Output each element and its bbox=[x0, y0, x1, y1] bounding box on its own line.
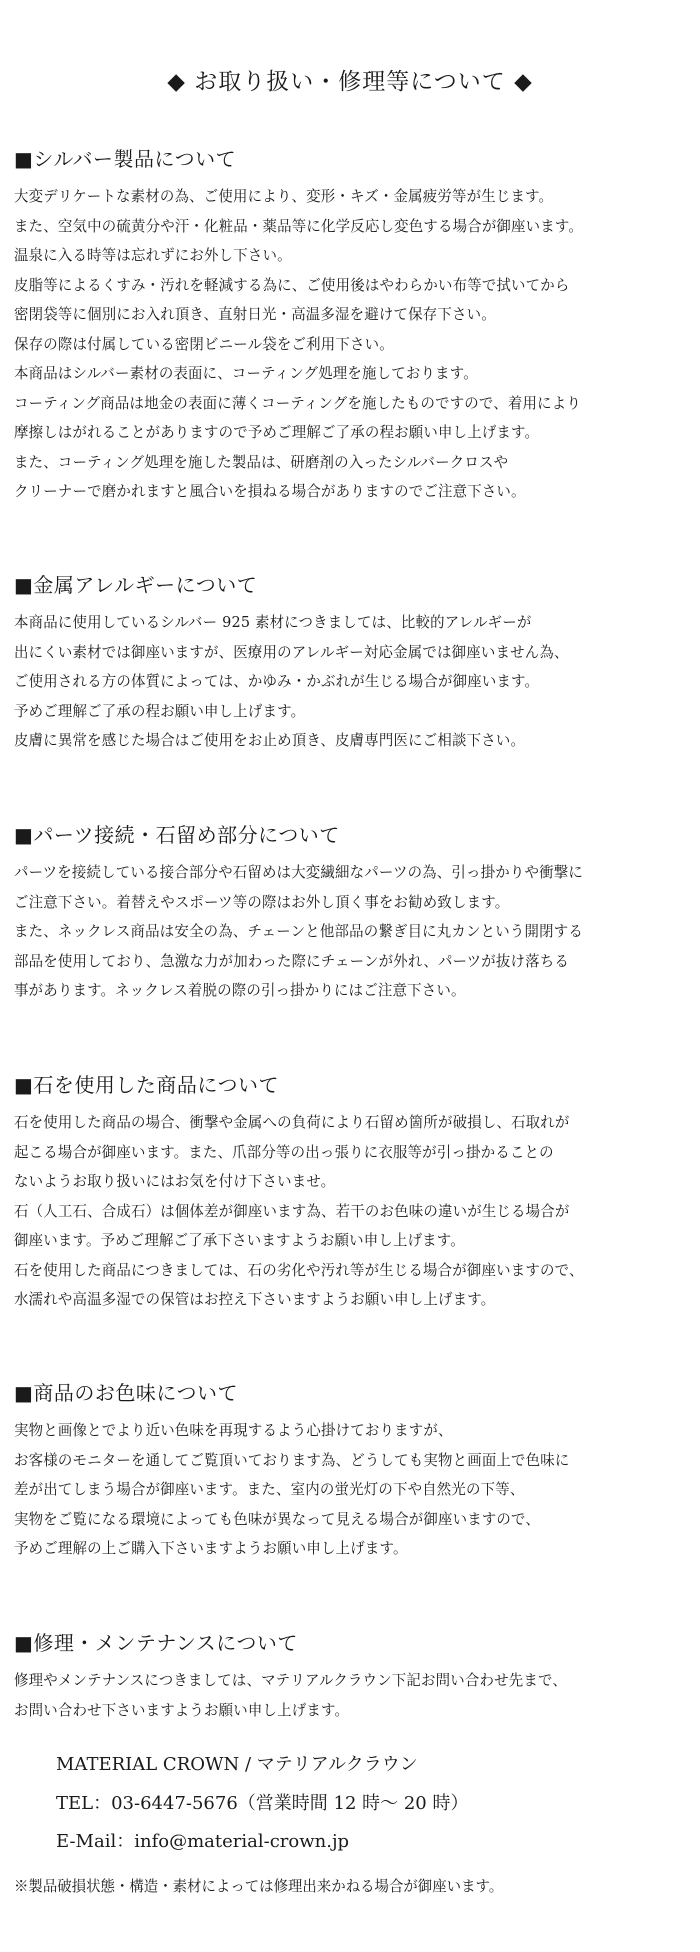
section-silver-products bbox=[14, 142, 694, 507]
body-line: 皮膚に異常を感じた場合はご使用をお止め頂き、皮膚専門医にご相談下さい。 bbox=[14, 732, 526, 749]
body-line: 大変デリケートな素材の為、ご使用により、変形・キズ・金属疲労等が生じます。 bbox=[14, 188, 554, 205]
section-repair-maintenance bbox=[14, 1626, 694, 1725]
body-line: また、空気中の硫黄分や汗・化粧品・薬品等に化学反応し変色する場合が御座います。 bbox=[14, 217, 584, 235]
section-metal-allergy bbox=[14, 568, 694, 756]
section-parts-setting bbox=[14, 818, 694, 1006]
section-heading: ■修理・メンテナンスについて bbox=[14, 1631, 298, 1655]
body-line: 温泉に入る時等は忘れずにお外し下さい。 bbox=[14, 247, 292, 264]
body-line: コーティング商品は地金の表面に薄くコーティングを施したものですので、着用により bbox=[14, 394, 581, 412]
section-heading: ■商品のお色味について bbox=[14, 1381, 238, 1405]
body-line: 出にくい素材では御座いますが、医療用のアレルギー対応金属では御座いません為、 bbox=[14, 643, 569, 661]
section-stone-products bbox=[14, 1068, 694, 1315]
body-line: 御座います。予めご理解ご了承下さいますようお願い申し上げます。 bbox=[14, 1232, 465, 1249]
section-product-color bbox=[14, 1376, 694, 1564]
section-body bbox=[14, 1416, 694, 1564]
body-line: 事があります。ネックレス着脱の際の引っ掛かりにはご注意下さい。 bbox=[14, 982, 466, 999]
body-line: また、ネックレス商品は安全の為、チェーンと他部品の繋ぎ目に丸カンという開閉する bbox=[14, 923, 584, 940]
contact-email: E-Mail：info@material-crown.jp bbox=[56, 1831, 350, 1852]
body-line: 修理やメンテナンスにつきましては、マテリアルクラウン下記お問い合わせ先まで、 bbox=[14, 1672, 567, 1689]
body-line: お問い合わせ下さいますようお願い申し上げます。 bbox=[14, 1701, 350, 1719]
body-line: ご使用される方の体質によっては、かゆみ・かぶれが生じる場合が御座います。 bbox=[14, 673, 540, 690]
section-heading: ■金属アレルギーについて bbox=[14, 573, 258, 597]
section-body bbox=[14, 182, 694, 507]
body-line: 実物をご覧になる環境によっても色味が異なって見える場合が御座いますので、 bbox=[14, 1510, 541, 1528]
company-name: MATERIAL CROWN / マテリアルクラウン bbox=[56, 1754, 418, 1775]
contact-phone: TEL：03-6447-5676（営業時間 12 時〜 20 時） bbox=[56, 1792, 469, 1814]
section-heading: ■石を使用した商品について bbox=[14, 1073, 279, 1097]
body-line: 密閉袋等に個別にお入れ頂き、直射日光・高温多湿を避けて保存下さい。 bbox=[14, 306, 496, 323]
body-line: 石を使用した商品につきましては、石の劣化や汚れ等が生じる場合が御座いますので、 bbox=[14, 1261, 584, 1279]
section-heading: ■パーツ接続・石留め部分について bbox=[14, 823, 340, 847]
body-line: 保存の際は付属している密閉ビニール袋をご利用下さい。 bbox=[14, 335, 394, 353]
body-line: 摩擦しはがれることがありますので予めご理解ご了承の程お願い申し上げます。 bbox=[14, 424, 540, 441]
body-line: 予めご理解ご了承の程お願い申し上げます。 bbox=[14, 702, 306, 720]
body-line: 実物と画像とでより近い色味を再現するよう心掛けておりますが、 bbox=[14, 1422, 453, 1439]
body-line: 水濡れや高温多湿での保管はお控え下さいますようお願い申し上げます。 bbox=[14, 1291, 496, 1308]
body-line: パーツを接続している接合部分や石留めは大変繊細なパーツの為、引っ掛かりや衝撃に bbox=[14, 864, 584, 881]
body-line: 皮脂等によるくすみ・汚れを軽減する為に、ご使用後はやわらかい布等で拭いてから bbox=[14, 276, 570, 294]
body-line: クリーナーで磨かれますと風合いを損ねる場合がありますのでご注意下さい。 bbox=[14, 483, 526, 500]
body-line: また、コーティング処理を施した製品は、研磨剤の入ったシルバークロスや bbox=[14, 453, 509, 471]
body-line: 起こる場合が御座います。また、爪部分等の出っ張りに衣服等が引っ掛かることの bbox=[14, 1143, 554, 1161]
page-title: ◆ お取り扱い・修理等について ◆ bbox=[167, 69, 533, 95]
repair-footnote: ※製品破損状態・構造・素材によっては修理出来かねる場合が御座います。 bbox=[14, 1878, 504, 1895]
body-line: ないようお取り扱いにはお気を付け下さいませ。 bbox=[14, 1173, 336, 1190]
body-line: 石を使用した商品の場合、衝撃や金属への負荷により石留め箇所が破損し、石取れが bbox=[14, 1114, 570, 1131]
contact-block bbox=[56, 1746, 676, 1862]
section-body bbox=[14, 608, 694, 756]
section-body bbox=[14, 858, 694, 1006]
body-line: 本商品に使用しているシルバー 925 素材につきましては、比較的アレルギーが bbox=[14, 614, 532, 631]
body-line: お客様のモニターを通してご覧頂いております為、どうしても実物と画面上で色味に bbox=[14, 1451, 570, 1469]
body-line: 差が出てしまう場合が御座います。また、室内の蛍光灯の下や自然光の下等、 bbox=[14, 1481, 525, 1498]
body-line: 石（人工石、合成石）は個体差が御座います為、若干のお色味の違いが生じる場合が bbox=[14, 1202, 570, 1220]
body-line: ご注意下さい。着替えやスポーツ等の際はお外し頂く事をお勧め致します。 bbox=[14, 893, 510, 911]
section-heading: ■シルバー製品について bbox=[14, 147, 237, 171]
body-line: 予めご理解の上ご購入下さいますようお願い申し上げます。 bbox=[14, 1540, 408, 1557]
body-line: 部品を使用しており、急激な力が加わった際にチェーンが外れ、パーツが抜け落ちる bbox=[14, 952, 569, 970]
section-body bbox=[14, 1666, 694, 1725]
section-body bbox=[14, 1108, 694, 1315]
body-line: 本商品はシルバー素材の表面に、コーティング処理を施しております。 bbox=[14, 365, 478, 382]
